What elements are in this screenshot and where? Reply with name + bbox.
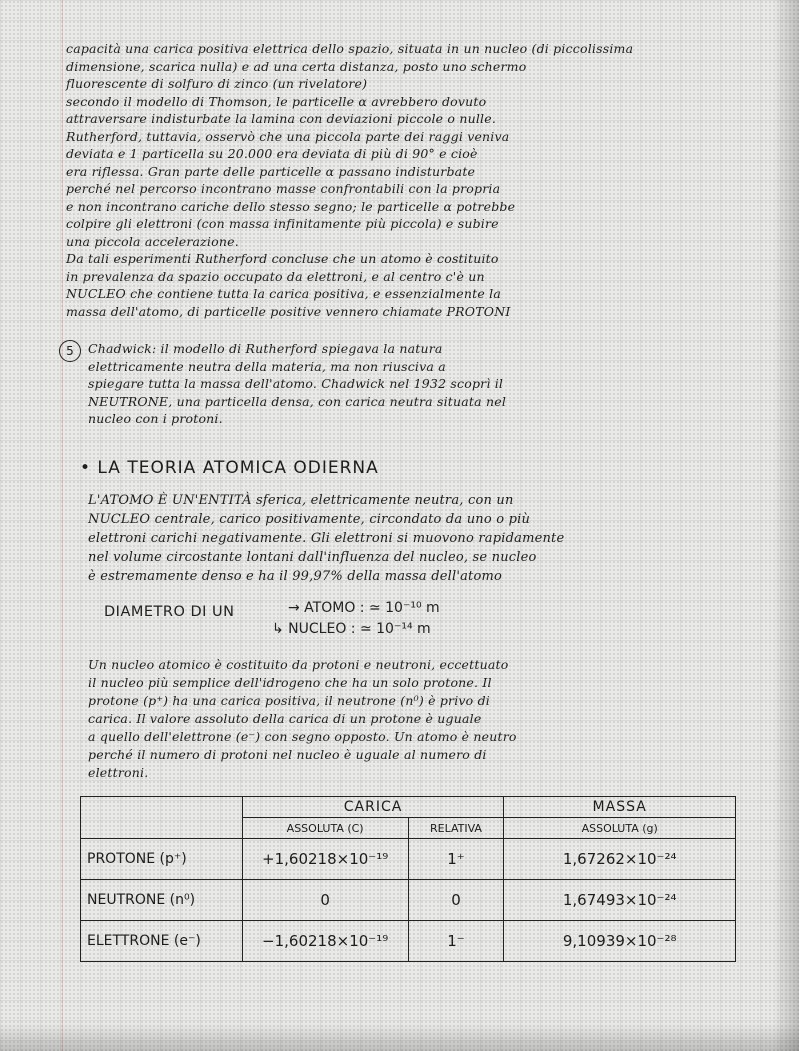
text-line: Chadwick: il modello di Rutherford spiegava la natura (88, 341, 443, 356)
cell-mass: 1,67262×10⁻²⁴ (504, 839, 736, 880)
row-label: NEUTRONE (n⁰) (81, 880, 243, 921)
text-line: il nucleo più semplice dell'idrogeno che ha un solo protone. Il (88, 675, 492, 690)
cell-absolute-charge: +1,60218×10⁻¹⁹ (242, 839, 408, 880)
subheader-absolute-charge: ASSOLUTA (C) (242, 818, 408, 839)
text-line: a quello dell'elettrone (e⁻) con segno opposto. Un atomo è neutro (88, 729, 517, 744)
cell-absolute-charge: −1,60218×10⁻¹⁹ (242, 921, 408, 962)
text-line: attraversare indisturbate la lamina con deviazioni piccole o nulle. (66, 111, 496, 126)
cell-relative-charge: 1⁺ (408, 839, 504, 880)
text-line: perché nel percorso incontrano masse confrontabili con la propria (66, 181, 501, 196)
text-line: NUCLEO centrale, carico positivamente, circondato da uno o più (88, 512, 531, 527)
text-line: massa dell'atomo, di particelle positive vennero chiamate PROTONI (66, 303, 511, 319)
text-line: nucleo con i protoni. (88, 411, 223, 426)
text-line: una piccola accelerazione. (66, 233, 239, 249)
particles-table (80, 796, 736, 962)
paragraph-chadwick (88, 340, 768, 428)
text-line: elettroni carichi negativamente. Gli elettroni si muovono rapidamente (88, 531, 565, 546)
text-line: e non incontrano cariche dello stesso segno; le particelle α potrebbe (66, 198, 516, 214)
text-line: NEUTRONE, una particella densa, con carica neutra situata nel (88, 393, 507, 409)
text-line: protone (p⁺) ha una carica positiva, il neutrone (n⁰) è privo di (88, 693, 490, 708)
text-line: Rutherford, tuttavia, osservò che una piccola parte dei raggi veniva (66, 128, 510, 144)
text-line: deviata e 1 particella su 20.000 era deviata di più di 90° e cioè (66, 146, 478, 161)
text-line: secondo il modello di Thomson, le particelle α avrebbero dovuto (66, 93, 487, 109)
table-row (81, 839, 736, 880)
paragraph-rutherford (66, 40, 766, 320)
cell-mass: 9,10939×10⁻²⁸ (504, 921, 736, 962)
diameter-label: DIAMETRO DI UN (104, 604, 235, 620)
table-row (81, 880, 736, 921)
header-mass: MASSA (504, 797, 736, 818)
text-line: Un nucleo atomico è costituito da protoni e neutroni, eccettuato (88, 657, 509, 672)
text-line: elettroni. (88, 765, 149, 780)
text-line: L'ATOMO È UN'ENTITÀ sferica, elettricamente neutra, con un (88, 493, 514, 508)
text-line: in prevalenza da spazio occupato da elettroni, e al centro c'è un (66, 268, 485, 284)
subheader-relative-charge: RELATIVA (408, 818, 504, 839)
text-line: elettricamente neutra della materia, ma non riusciva a (88, 358, 446, 374)
text-line: fluorescente di solfuro di zinco (un rivelatore) (66, 76, 368, 91)
section-number: 5 (59, 340, 81, 362)
diameter-atom: → ATOMO : ≃ 10⁻¹⁰ m (288, 600, 440, 616)
cell-relative-charge: 0 (408, 880, 504, 921)
table-corner (81, 797, 243, 839)
text-line: Da tali esperimenti Rutherford concluse che un atomo è costituito (66, 251, 499, 266)
section-heading: • LA TEORIA ATOMICA ODIERNA (80, 458, 379, 478)
diameter-nucleus: ↳ NUCLEO : ≃ 10⁻¹⁴ m (272, 621, 431, 637)
paragraph-nucleus (88, 656, 768, 782)
text-line: dimensione, scarica nulla) e ad una certa distanza, posto uno schermo (66, 58, 527, 74)
row-label: PROTONE (p⁺) (81, 839, 243, 880)
text-line: perché il numero di protoni nel nucleo è uguale al numero di (88, 747, 487, 762)
cell-mass: 1,67493×10⁻²⁴ (504, 880, 736, 921)
text-line: colpire gli elettroni (con massa infinitamente più piccola) e subire (66, 216, 499, 231)
cell-absolute-charge: 0 (242, 880, 408, 921)
subheader-absolute-mass: ASSOLUTA (g) (504, 818, 736, 839)
row-label: ELETTRONE (e⁻) (81, 921, 243, 962)
text-line: era riflessa. Gran parte delle particelle α passano indisturbate (66, 163, 476, 179)
page-shadow-right (773, 0, 799, 1051)
text-line: spiegare tutta la massa dell'atomo. Chadwick nel 1932 scoprì il (88, 376, 504, 391)
table-row (81, 921, 736, 962)
header-charge: CARICA (242, 797, 504, 818)
paragraph-atomic-theory (88, 491, 768, 586)
text-line: capacità una carica positiva elettrica dello spazio, situata in un nucleo (di piccolissima (66, 41, 634, 56)
text-line: nel volume circostante lontani dall'influenza del nucleo, se nucleo (88, 550, 537, 565)
margin-line (62, 0, 63, 1051)
text-line: carica. Il valore assoluto della carica di un protone è uguale (88, 711, 482, 726)
text-line: è estremamente denso e ha il 99,97% della massa dell'atomo (88, 569, 503, 584)
cell-relative-charge: 1⁻ (408, 921, 504, 962)
text-line: NUCLEO che contiene tutta la carica positiva, e essenzialmente la (66, 286, 501, 301)
page-shadow-bottom (0, 1023, 799, 1051)
